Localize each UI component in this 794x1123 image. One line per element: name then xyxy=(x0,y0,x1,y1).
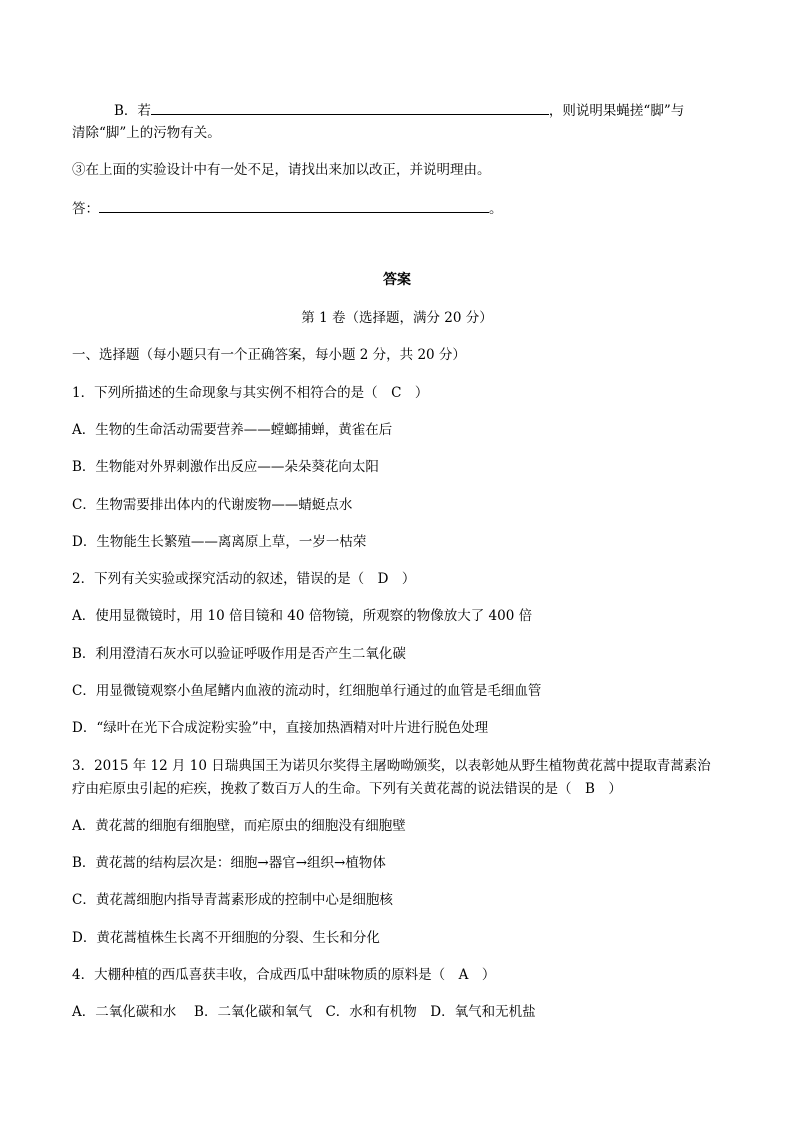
question-option: A．黄花蒿的细胞有细胞壁，而疟原虫的细胞没有细胞壁 xyxy=(72,818,406,834)
answer-subtitle: 第 1 卷（选择题，满分 20 分） xyxy=(301,310,493,326)
question-options-row: A．二氧化碳和水 B．二氧化碳和氧气 C．水和有机物 D．氧气和无机盐 xyxy=(72,1004,536,1020)
question-option: B．利用澄清石灰水可以验证呼吸作用是否产生二氧化碳 xyxy=(72,646,406,662)
question-stem: 3．2015 年 12 月 10 日瑞典国王为诺贝尔奖得主屠呦呦颁奖，以表彰她从野生植物黄花蒿中提取青蒿素治 xyxy=(72,758,711,774)
question-3-text: ③在上面的实验设计中有一处不足，请找出来加以改正，并说明理由。 xyxy=(72,162,491,178)
option-b-suffix: ，则说明果蝇搓“脚”与 xyxy=(548,103,685,119)
option-b-prefix: B．若 xyxy=(114,103,151,119)
question-option: A．使用显微镜时，用 10 倍目镜和 40 倍物镜，所观察的物像放大了 400 倍 xyxy=(72,608,533,624)
answer-blank[interactable] xyxy=(99,198,489,213)
question-option: B．黄花蒿的结构层次是：细胞→器官→组织→植物体 xyxy=(72,855,386,871)
question-option: B．生物能对外界刺激作出反应——朵朵葵花向太阳 xyxy=(72,459,379,475)
answer-title: 答案 xyxy=(383,272,411,288)
option-b-line xyxy=(114,100,684,120)
question-option: D．“绿叶在光下合成淀粉实验”中，直接加热酒精对叶片进行脱色处理 xyxy=(72,720,489,736)
question-option: D．黄花蒿植株生长离不开细胞的分裂、生长和分化 xyxy=(72,930,380,946)
answer-suffix: 。 xyxy=(489,201,503,217)
question-option: C．生物需要排出体内的代谢废物——蜻蜓点水 xyxy=(72,497,353,513)
question-option: C．用显微镜观察小鱼尾鳍内血液的流动时，红细胞单行通过的血管是毛细血管 xyxy=(72,683,542,699)
question-option: C．黄花蒿细胞内指导青蒿素形成的控制中心是细胞核 xyxy=(72,892,393,908)
question-stem: 4．大棚种植的西瓜喜获丰收，合成西瓜中甜味物质的原料是（ A ） xyxy=(72,967,496,983)
answer-blank[interactable] xyxy=(151,100,549,115)
section-heading: 一、选择题（每小题只有一个正确答案，每小题 2 分，共 20 分） xyxy=(72,347,466,363)
question-stem: 1．下列所描述的生命现象与其实例不相符合的是（ C ） xyxy=(72,385,429,401)
question-stem: 2．下列有关实验或探究活动的叙述，错误的是（ D ） xyxy=(72,571,416,587)
answer-line xyxy=(72,198,503,218)
answer-prefix: 答： xyxy=(72,201,99,217)
question-option: A．生物的生命活动需要营养——螳螂捕蝉，黄雀在后 xyxy=(72,422,393,438)
question-option: D．生物能生长繁殖——离离原上草，一岁一枯荣 xyxy=(72,534,367,550)
question-stem-continued: 疗由疟原虫引起的疟疾，挽救了数百万人的生命。下列有关黄花蒿的说法错误的是（ B ） xyxy=(72,781,622,797)
option-b-continuation: 清除“脚”上的污物有关。 xyxy=(72,125,221,141)
